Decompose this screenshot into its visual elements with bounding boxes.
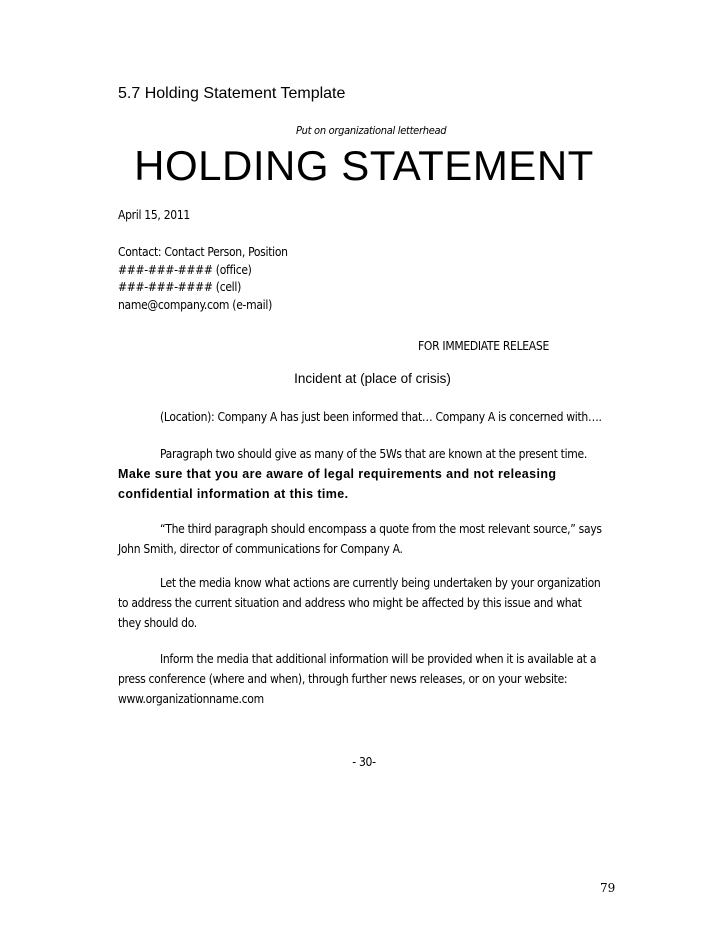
paragraph-quote	[118, 519, 604, 559]
paragraph-text: Paragraph two should give as many of the 5Ws that are known at the present time.	[160, 447, 587, 461]
paragraph-text: “The third paragraph should encompass a quote from the most relevant source,” says John Smith, director of communications for Company A.	[118, 522, 602, 556]
paragraph-actions	[118, 573, 604, 633]
contact-name-line: Contact: Contact Person, Position	[118, 245, 288, 259]
letterhead-note: Put on organizational letterhead	[296, 124, 447, 137]
document-title: HOLDING STATEMENT	[134, 142, 594, 189]
paragraph-text: Inform the media that additional information will be provided when it is available at a press conference (where and when), through further news releases, or on your website: www.organizationname.com	[118, 652, 597, 706]
paragraph-5ws	[118, 444, 604, 504]
release-date: April 15, 2011	[118, 208, 190, 222]
contact-block	[118, 244, 288, 314]
legal-warning: Make sure that you are aware of legal requirements and not releasing confidential information at this time.	[118, 467, 557, 501]
end-marker: - 30-	[352, 755, 376, 769]
paragraph-text: Let the media know what actions are currently being undertaken by your organization to address the current situation and address who might be affected by this issue and what they should do.	[118, 576, 601, 630]
paragraph-text: (Location): Company A has just been informed that… Company A is concerned with….	[160, 410, 602, 424]
contact-cell-phone: ###-###-#### (cell)	[118, 280, 241, 294]
section-heading: 5.7 Holding Statement Template	[118, 85, 346, 102]
page-number: 79	[600, 881, 616, 895]
release-notice: FOR IMMEDIATE RELEASE	[418, 339, 549, 353]
incident-heading: Incident at (place of crisis)	[294, 371, 451, 386]
paragraph-location	[118, 407, 604, 427]
contact-office-phone: ###-###-#### (office)	[118, 262, 252, 277]
paragraph-more-info	[118, 649, 604, 709]
contact-email: name@company.com (e-mail)	[118, 297, 272, 312]
